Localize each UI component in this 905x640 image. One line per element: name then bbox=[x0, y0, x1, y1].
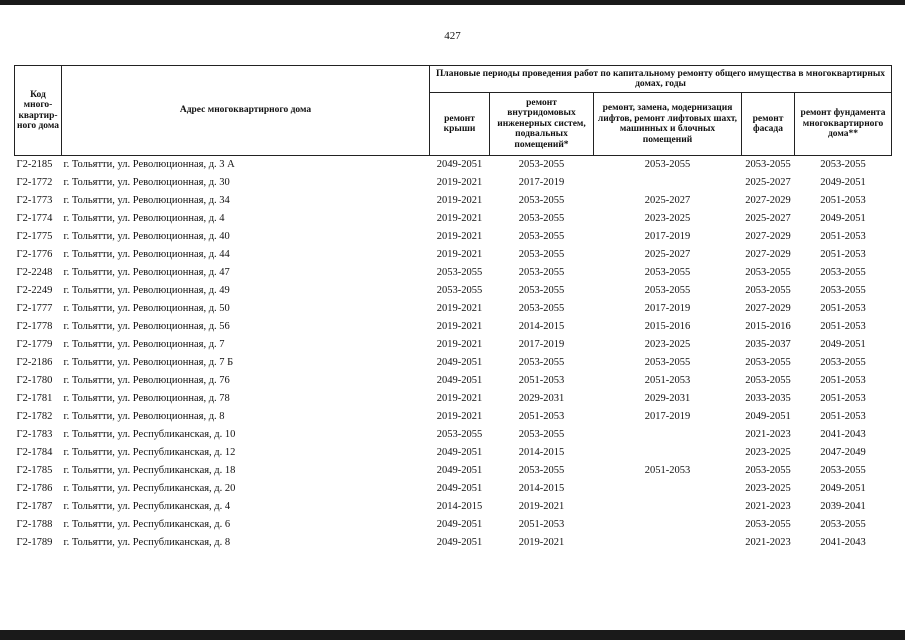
cell-roof: 2049-2051 bbox=[436, 357, 483, 368]
cell-systems: 2053-2055 bbox=[518, 303, 565, 314]
cell-facade: 2053-2055 bbox=[745, 267, 791, 278]
cell-code: Г2-1777 bbox=[16, 303, 53, 314]
cell-foundation: 2053-2055 bbox=[820, 519, 866, 530]
repair-schedule-table bbox=[14, 65, 892, 552]
cell-foundation: 2053-2055 bbox=[820, 357, 866, 368]
table-row bbox=[15, 246, 892, 264]
cell-foundation: 2051-2053 bbox=[820, 303, 866, 314]
cell-roof: 2049-2051 bbox=[436, 159, 483, 170]
cell-foundation: 2051-2053 bbox=[820, 393, 866, 404]
cell-address: г. Тольятти, ул. Революционная, д. 50 bbox=[63, 303, 230, 314]
cell-code: Г2-1788 bbox=[16, 519, 53, 530]
cell-address: г. Тольятти, ул. Революционная, д. 3 А bbox=[63, 159, 235, 170]
cell-elevators: 2017-2019 bbox=[644, 231, 691, 242]
header-code: Код много-квартир-ного дома bbox=[15, 66, 62, 156]
table-row bbox=[15, 300, 892, 318]
cell-elevators bbox=[594, 444, 742, 462]
cell-elevators: 2053-2055 bbox=[644, 267, 691, 278]
cell-address: г. Тольятти, ул. Республиканская, д. 4 bbox=[63, 501, 231, 512]
cell-address: г. Тольятти, ул. Революционная, д. 76 bbox=[63, 375, 230, 386]
cell-foundation: 2041-2043 bbox=[820, 429, 866, 440]
cell-code: Г2-1776 bbox=[16, 249, 53, 260]
cell-elevators: 2015-2016 bbox=[644, 321, 691, 332]
cell-code: Г2-1786 bbox=[16, 483, 53, 494]
cell-facade: 2053-2055 bbox=[745, 519, 791, 530]
cell-systems: 2014-2015 bbox=[518, 321, 565, 332]
cell-roof: 2019-2021 bbox=[436, 303, 483, 314]
cell-roof: 2019-2021 bbox=[436, 393, 483, 404]
table-row bbox=[15, 408, 892, 426]
table-row bbox=[15, 462, 892, 480]
cell-code: Г2-2248 bbox=[16, 267, 53, 278]
cell-systems: 2053-2055 bbox=[518, 465, 565, 476]
cell-address: г. Тольятти, ул. Революционная, д. 34 bbox=[63, 195, 230, 206]
cell-foundation: 2039-2041 bbox=[820, 501, 866, 512]
header-elevators: ремонт, замена, модернизация лифтов, ремонт лифтовых шахт, машинных и блочных помещений bbox=[594, 93, 742, 156]
cell-facade: 2023-2025 bbox=[745, 447, 791, 458]
cell-foundation: 2051-2053 bbox=[820, 249, 866, 260]
cell-code: Г2-1782 bbox=[16, 411, 53, 422]
page-number: 427 bbox=[444, 30, 461, 42]
cell-roof: 2049-2051 bbox=[436, 519, 483, 530]
cell-facade: 2027-2029 bbox=[745, 303, 791, 314]
table-row bbox=[15, 534, 892, 552]
cell-code: Г2-2185 bbox=[16, 159, 53, 170]
cell-foundation: 2053-2055 bbox=[820, 285, 866, 296]
cell-systems: 2014-2015 bbox=[518, 483, 565, 494]
cell-elevators: 2053-2055 bbox=[644, 357, 691, 368]
cell-address: г. Тольятти, ул. Революционная, д. 40 bbox=[63, 231, 230, 242]
table-row bbox=[15, 426, 892, 444]
cell-systems: 2029-2031 bbox=[518, 393, 565, 404]
cell-roof: 2053-2055 bbox=[436, 285, 483, 296]
cell-systems: 2053-2055 bbox=[518, 267, 565, 278]
cell-code: Г2-1783 bbox=[16, 429, 53, 440]
cell-facade: 2053-2055 bbox=[745, 465, 791, 476]
cell-systems: 2017-2019 bbox=[518, 339, 565, 350]
cell-roof: 2019-2021 bbox=[436, 177, 483, 188]
cell-roof: 2019-2021 bbox=[436, 411, 483, 422]
cell-code: Г2-1773 bbox=[16, 195, 53, 206]
cell-roof: 2053-2055 bbox=[436, 267, 483, 278]
cell-facade: 2035-2037 bbox=[745, 339, 791, 350]
cell-foundation: 2053-2055 bbox=[820, 159, 866, 170]
cell-elevators: 2053-2055 bbox=[644, 159, 691, 170]
cell-address: г. Тольятти, ул. Революционная, д. 56 bbox=[63, 321, 230, 332]
cell-roof: 2049-2051 bbox=[436, 465, 483, 476]
cell-code: Г2-2186 bbox=[16, 357, 53, 368]
cell-roof: 2019-2021 bbox=[436, 231, 483, 242]
table-row bbox=[15, 354, 892, 372]
cell-facade: 2033-2035 bbox=[745, 393, 791, 404]
cell-elevators: 2029-2031 bbox=[644, 393, 691, 404]
cell-systems: 2019-2021 bbox=[518, 537, 565, 548]
cell-elevators: 2023-2025 bbox=[644, 339, 691, 350]
cell-roof: 2019-2021 bbox=[436, 195, 483, 206]
cell-address: г. Тольятти, ул. Революционная, д. 7 Б bbox=[63, 357, 234, 368]
cell-facade: 2021-2023 bbox=[745, 537, 791, 548]
cell-address: г. Тольятти, ул. Революционная, д. 4 bbox=[63, 213, 225, 224]
cell-foundation: 2053-2055 bbox=[820, 465, 866, 476]
cell-roof: 2014-2015 bbox=[436, 501, 483, 512]
cell-foundation: 2051-2053 bbox=[820, 195, 866, 206]
cell-address: г. Тольятти, ул. Республиканская, д. 20 bbox=[63, 483, 236, 494]
cell-elevators bbox=[594, 174, 742, 192]
cell-code: Г2-1785 bbox=[16, 465, 53, 476]
cell-roof: 2049-2051 bbox=[436, 483, 483, 494]
cell-roof: 2019-2021 bbox=[436, 213, 483, 224]
cell-code: Г2-1774 bbox=[16, 213, 53, 224]
cell-foundation: 2049-2051 bbox=[820, 177, 866, 188]
cell-foundation: 2051-2053 bbox=[820, 375, 866, 386]
table-row bbox=[15, 318, 892, 336]
cell-facade: 2053-2055 bbox=[745, 375, 791, 386]
cell-code: Г2-1784 bbox=[16, 447, 53, 458]
cell-code: Г2-1789 bbox=[16, 537, 53, 548]
cell-code: Г2-1781 bbox=[16, 393, 53, 404]
cell-elevators bbox=[594, 426, 742, 444]
cell-code: Г2-1787 bbox=[16, 501, 53, 512]
cell-facade: 2023-2025 bbox=[745, 483, 791, 494]
header-systems: ремонт внутридомовых инженерных систем, подвальных помещений* bbox=[490, 93, 594, 156]
cell-address: г. Тольятти, ул. Революционная, д. 8 bbox=[63, 411, 225, 422]
cell-systems: 2053-2055 bbox=[518, 213, 565, 224]
cell-systems: 2053-2055 bbox=[518, 429, 565, 440]
cell-address: г. Тольятти, ул. Республиканская, д. 6 bbox=[63, 519, 231, 530]
cell-roof: 2049-2051 bbox=[436, 375, 483, 386]
cell-foundation: 2041-2043 bbox=[820, 537, 866, 548]
table-row bbox=[15, 498, 892, 516]
cell-elevators: 2017-2019 bbox=[644, 411, 691, 422]
cell-foundation: 2049-2051 bbox=[820, 483, 866, 494]
cell-elevators bbox=[594, 498, 742, 516]
header-foundation: ремонт фундамента многоквартирного дома** bbox=[795, 93, 892, 156]
table-row bbox=[15, 228, 892, 246]
cell-foundation: 2049-2051 bbox=[820, 339, 866, 350]
cell-elevators: 2017-2019 bbox=[644, 303, 691, 314]
cell-code: Г2-1780 bbox=[16, 375, 53, 386]
cell-systems: 2053-2055 bbox=[518, 249, 565, 260]
cell-facade: 2021-2023 bbox=[745, 501, 791, 512]
top-border bbox=[0, 0, 905, 5]
cell-systems: 2053-2055 bbox=[518, 231, 565, 242]
header-facade: ремонт фасада bbox=[742, 93, 795, 156]
cell-facade: 2027-2029 bbox=[745, 231, 791, 242]
cell-elevators: 2025-2027 bbox=[644, 249, 691, 260]
cell-elevators bbox=[594, 516, 742, 534]
cell-foundation: 2051-2053 bbox=[820, 411, 866, 422]
cell-foundation: 2051-2053 bbox=[820, 231, 866, 242]
cell-elevators: 2025-2027 bbox=[644, 195, 691, 206]
cell-elevators: 2023-2025 bbox=[644, 213, 691, 224]
table-row bbox=[15, 156, 892, 175]
cell-elevators: 2053-2055 bbox=[644, 285, 691, 296]
cell-systems: 2017-2019 bbox=[518, 177, 565, 188]
cell-roof: 2019-2021 bbox=[436, 321, 483, 332]
cell-systems: 2051-2053 bbox=[518, 411, 565, 422]
cell-facade: 2027-2029 bbox=[745, 249, 791, 260]
cell-roof: 2049-2051 bbox=[436, 537, 483, 548]
cell-facade: 2021-2023 bbox=[745, 429, 791, 440]
cell-elevators: 2051-2053 bbox=[644, 375, 691, 386]
cell-address: г. Тольятти, ул. Революционная, д. 7 bbox=[63, 339, 225, 350]
cell-foundation: 2047-2049 bbox=[820, 447, 866, 458]
cell-code: Г2-1779 bbox=[16, 339, 53, 350]
cell-address: г. Тольятти, ул. Республиканская, д. 8 bbox=[63, 537, 231, 548]
cell-address: г. Тольятти, ул. Революционная, д. 44 bbox=[63, 249, 230, 260]
cell-address: г. Тольятти, ул. Революционная, д. 78 bbox=[63, 393, 230, 404]
cell-facade: 2027-2029 bbox=[745, 195, 791, 206]
cell-foundation: 2049-2051 bbox=[820, 213, 866, 224]
cell-code: Г2-1772 bbox=[16, 177, 53, 188]
header-roof: ремонт крыши bbox=[430, 93, 490, 156]
cell-address: г. Тольятти, ул. Республиканская, д. 18 bbox=[63, 465, 236, 476]
cell-address: г. Тольятти, ул. Революционная, д. 47 bbox=[63, 267, 230, 278]
cell-facade: 2053-2055 bbox=[745, 357, 791, 368]
cell-roof: 2049-2051 bbox=[436, 447, 483, 458]
table-row bbox=[15, 336, 892, 354]
header-periods: Плановые периоды проведения работ по капитальному ремонту общего имущества в многоквартирных домах, годы bbox=[430, 66, 892, 93]
cell-elevators: 2051-2053 bbox=[644, 465, 691, 476]
table-row bbox=[15, 210, 892, 228]
cell-systems: 2053-2055 bbox=[518, 195, 565, 206]
table-row bbox=[15, 444, 892, 462]
cell-roof: 2053-2055 bbox=[436, 429, 483, 440]
header-address: Адрес многоквартирного дома bbox=[62, 66, 430, 156]
cell-address: г. Тольятти, ул. Республиканская, д. 12 bbox=[63, 447, 236, 458]
cell-code: Г2-1778 bbox=[16, 321, 53, 332]
cell-systems: 2014-2015 bbox=[518, 447, 565, 458]
cell-elevators bbox=[594, 480, 742, 498]
cell-facade: 2015-2016 bbox=[745, 321, 791, 332]
table-row bbox=[15, 372, 892, 390]
table-row bbox=[15, 174, 892, 192]
cell-code: Г2-1775 bbox=[16, 231, 53, 242]
cell-foundation: 2051-2053 bbox=[820, 321, 866, 332]
cell-facade: 2025-2027 bbox=[745, 213, 791, 224]
cell-foundation: 2053-2055 bbox=[820, 267, 866, 278]
cell-elevators bbox=[594, 534, 742, 552]
bottom-border bbox=[0, 630, 905, 640]
cell-systems: 2053-2055 bbox=[518, 357, 565, 368]
table-row bbox=[15, 516, 892, 534]
cell-address: г. Тольятти, ул. Революционная, д. 30 bbox=[63, 177, 230, 188]
cell-systems: 2051-2053 bbox=[518, 375, 565, 386]
table-row bbox=[15, 282, 892, 300]
table-row bbox=[15, 390, 892, 408]
cell-roof: 2019-2021 bbox=[436, 339, 483, 350]
cell-code: Г2-2249 bbox=[16, 285, 53, 296]
cell-facade: 2053-2055 bbox=[745, 285, 791, 296]
cell-systems: 2053-2055 bbox=[518, 159, 565, 170]
cell-systems: 2051-2053 bbox=[518, 519, 565, 530]
cell-facade: 2025-2027 bbox=[745, 177, 791, 188]
table-row bbox=[15, 264, 892, 282]
cell-address: г. Тольятти, ул. Республиканская, д. 10 bbox=[63, 429, 236, 440]
cell-address: г. Тольятти, ул. Революционная, д. 49 bbox=[63, 285, 230, 296]
cell-facade: 2053-2055 bbox=[745, 159, 791, 170]
table-row bbox=[15, 192, 892, 210]
cell-roof: 2019-2021 bbox=[436, 249, 483, 260]
cell-systems: 2019-2021 bbox=[518, 501, 565, 512]
table-row bbox=[15, 480, 892, 498]
cell-facade: 2049-2051 bbox=[745, 411, 791, 422]
cell-systems: 2053-2055 bbox=[518, 285, 565, 296]
